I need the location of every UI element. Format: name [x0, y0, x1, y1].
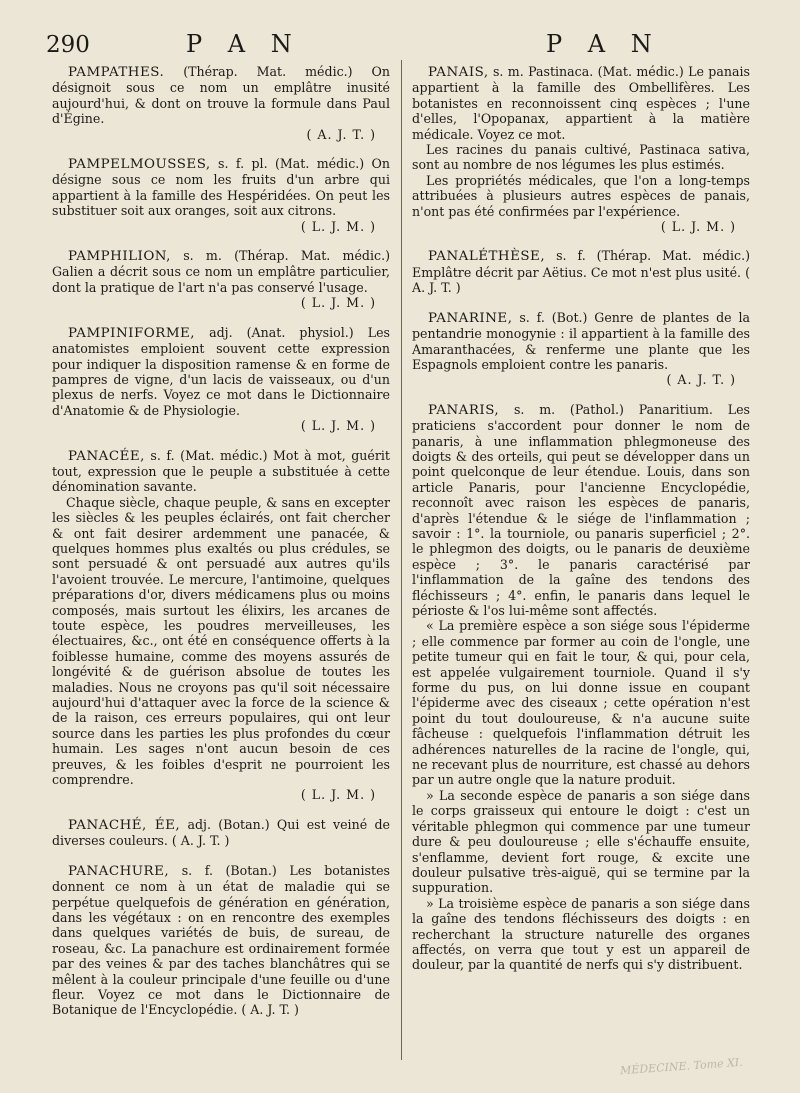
entry-paragraph	[412, 142, 750, 173]
entry-paragraph	[412, 64, 750, 142]
dictionary-entry	[52, 325, 390, 434]
entry-paragraph	[52, 448, 390, 495]
entry-headword: PAMPATHES.	[68, 65, 165, 80]
dictionary-entry	[52, 863, 390, 1018]
entry-paragraph	[52, 64, 390, 127]
entry-headword: PAMPINIFORME,	[68, 325, 196, 341]
dictionary-entry	[412, 402, 750, 973]
left-column	[52, 64, 390, 1032]
entry-text: » La troisième espèce de panaris a son siége dans la gaîne des tendons fléchisseurs des doigts : en recherchant la structure naturelle des organes affectés, on verra que tout y est un appareil de douleur, par la quantité de nerfs qui s'y distribuent.	[412, 895, 750, 973]
entry-paragraph	[52, 863, 390, 1018]
entry-paragraph	[412, 618, 750, 787]
entry-text: s. f. pl. (Mat. médic.) On désigne sous ce nom les fruits d'un arbre qui appartient à la famille des Hespéridées. On peut les substituer soit aux oranges, soit aux citrons.	[52, 156, 390, 219]
entry-text: s. f. (Mat. médic.) Mot à mot, guérit tout, expression que le peuple a substituée à cette dénomination savante.	[52, 447, 390, 495]
entry-text: s. m. (Pathol.) Panaritium. Les praticiens s'accordent pour donner le nom de panaris, à une inflammation phlegmoneuse des doigts & des orteils, qui peut se développer dans un point quelconque de leur étendue. Louis, dans son article Panaris, pour l'ancienne Encyclopédie, reconnoît avec raison les espèces de panaris, d'après l'étendue & le siége de l'inflammation ; savoir : 1°. la tourniole, ou panaris superficiel ; 2°. le phlegmon des doigts, ou le panaris de deuxième espèce ; 3°. le panaris caractérisé par l'inflammation de la gaîne des tendons des fléchisseurs ; 4°. enfin, le panaris dans lequel le périoste & l'os lui-même sont affectés.	[412, 401, 750, 618]
entry-signature: ( L. J. M. )	[300, 295, 376, 311]
entry-text: s. f. (Bot.) Genre de plantes de la pentandrie monogynie : il appartient à la famille des Amaranthacées, & renferme une plante que les Espagnols emploient contre les panaris.	[412, 309, 750, 372]
entry-headword: PANACHÉ, ÉE,	[68, 817, 181, 833]
entry-headword: PANARINE,	[428, 310, 513, 326]
dictionary-entry	[412, 64, 750, 234]
page-number: 290	[46, 32, 90, 58]
entry-signature: ( A. J. T. )	[666, 372, 736, 388]
entry-text: adj. (Botan.) Qui est veiné de diverses couleurs. ( A. J. T. )	[52, 816, 390, 849]
entry-headword: PANALÉTHÈSE,	[428, 249, 546, 265]
entry-paragraph	[412, 173, 750, 219]
entry-headword: PANACÉE,	[68, 448, 145, 464]
entry-text: s. f. (Thérap. Mat. médic.) Emplâtre décrit par Aëtius. Ce mot n'est plus usité. ( A. J. T. )	[412, 248, 750, 296]
running-head-left: P A N	[186, 30, 301, 58]
dictionary-entry	[412, 310, 750, 388]
right-column	[412, 64, 750, 987]
column-divider	[401, 60, 402, 1060]
entry-signature: ( L. J. M. )	[300, 218, 376, 234]
entry-text: « La première espèce a son siége sous l'épiderme ; elle commence par former au coin de l'ongle, une petite tumeur qui en fait le tour, & qui, pour cela, est appelée vulgairement tourniole. Quand il s'y forme du pus, on lui donne issue en coupant l'épiderme avec des ciseaux ; cette opération n'est point du tout douloureuse, & n'a aucune suite fâcheuse : quelquefois l'inflammation détruit les adhérences naturelles de la racine de l'ongle, qui, ne recevant plus de nourriture, est chassé au dehors par un autre ongle que la nature produit.	[412, 618, 750, 788]
entry-text: s. f. (Botan.) Les botanistes donnent ce nom à un état de maladie qui se perpétue quelquefois de génération en génération, dans les végétaux : on en rencontre des exemples dans quelques variétés de buis, de sureau, de roseau, &c. La panachure est ordinairement formée par des veines & par des taches blanchâtres qui se mêlent à la couleur principale d'une feuille ou d'une fleur. Voyez ce mot dans le Dictionnaire de Botanique de l'Encyclopédie. ( A. J. T. )	[52, 862, 390, 1018]
entry-signature: ( L. J. M. )	[660, 219, 736, 235]
running-head-right: P A N	[546, 30, 661, 58]
entry-text: » La seconde espèce de panaris a son siége dans le corps graisseux qui entoure le doigt : c'est un véritable phlegmon qui commence par une tumeur dure & peu douloureuse ; elle s'échauffe ensuite, s'enflamme, devient fort rouge, & excite une douleur pulsative très-aiguë, qui se termine par la suppuration.	[412, 787, 750, 896]
entry-paragraph	[412, 248, 750, 295]
entry-text: Les racines du panais cultivé, Pastinaca sativa, sont au nombre de nos légumes les plus estimés.	[412, 142, 750, 173]
dictionary-entry	[52, 817, 390, 849]
entry-text: s. m. (Thérap. Mat. médic.) Galien a décrit sous ce nom un emplâtre particulier, dont la pratique de l'art n'a pas conservé l'usage.	[52, 248, 390, 295]
entry-paragraph	[52, 817, 390, 849]
dictionary-entry	[412, 248, 750, 295]
dictionary-entry	[52, 448, 390, 803]
entry-paragraph	[412, 896, 750, 973]
entry-paragraph	[52, 325, 390, 418]
dictionary-entry	[52, 248, 390, 311]
entry-text: Chaque siècle, chaque peuple, & sans en excepter les siècles & les peuples éclairés, ont fait chercher & ont fait desirer ardemment une panacée, & quelques hommes plus exaltés ou plus crédules, se sont persuadé & ont persuadé aux autres qu'ils l'avoient trouvée. Le mercure, l'antimoine, quelques préparations d'or, divers médicamens plus ou moins composés, mais surtout les élixirs, les arcanes de toute espèce, les poudres merveilleuses, les électuaires, &c., ont été en conséquence offerts à la foiblesse humaine, comme des moyens assurés de longévité & de guérison absolue de toutes les maladies. Nous ne croyons pas qu'il soit nécessaire aujourd'hui d'attaquer avec la force de la science & de la raison, ces erreurs populaires, qui ont leur source dans les parties les plus profondes du cœur humain. Les sages n'ont aucun besoin de ces preuves, & les foibles d'esprit ne pourroient les comprendre.	[52, 494, 390, 788]
entry-text: (Thérap. Mat. médic.) On désignoit sous ce nom un emplâtre inusité aujourd'hui, & dont on trouve la formule dans Paul d'Égine.	[52, 64, 390, 127]
entry-headword: PANARIS,	[428, 402, 500, 418]
entry-paragraph	[52, 156, 390, 219]
entry-paragraph	[412, 310, 750, 373]
entry-headword: PANACHURE,	[68, 863, 170, 879]
entry-signature: ( L. J. M. )	[300, 787, 376, 803]
entry-signature: ( L. J. M. )	[300, 418, 376, 434]
entry-paragraph	[52, 248, 390, 295]
faint-footer-text: MÉDECINE. Tome XI.	[619, 1055, 744, 1078]
entry-paragraph	[412, 402, 750, 619]
entry-paragraph	[52, 495, 390, 788]
entry-signature: ( A. J. T. )	[306, 126, 376, 142]
dictionary-entry	[52, 64, 390, 142]
entry-headword: PAMPELMOUSSES,	[68, 157, 211, 173]
entry-text: Les propriétés médicales, que l'on a long-temps attribuées à plusieurs autres espèces de panais, n'ont pas été confirmées par l'expérience.	[412, 172, 750, 219]
entry-headword: PAMPHILION,	[68, 249, 171, 265]
entry-text: adj. (Anat. physiol.) Les anatomistes emploient souvent cette expression pour indiquer la disposition ramense & en forme de pampres de vigne, d'un lacis de vaisseaux, ou d'un plexus de nerfs. Voyez ce mot dans le Dictionnaire d'Anatomie & de Physiologie.	[52, 324, 390, 418]
entry-headword: PANAIS,	[428, 65, 489, 80]
entry-text: s. m. Pastinaca. (Mat. médic.) Le panais appartient à la famille des Ombellifères. Les botanistes en reconnoissent cinq espèces ; l'une d'elles, l'Opopanax, appartient à la matière médicale. Voyez ce mot.	[412, 64, 750, 142]
entry-paragraph	[412, 788, 750, 896]
dictionary-entry	[52, 156, 390, 234]
